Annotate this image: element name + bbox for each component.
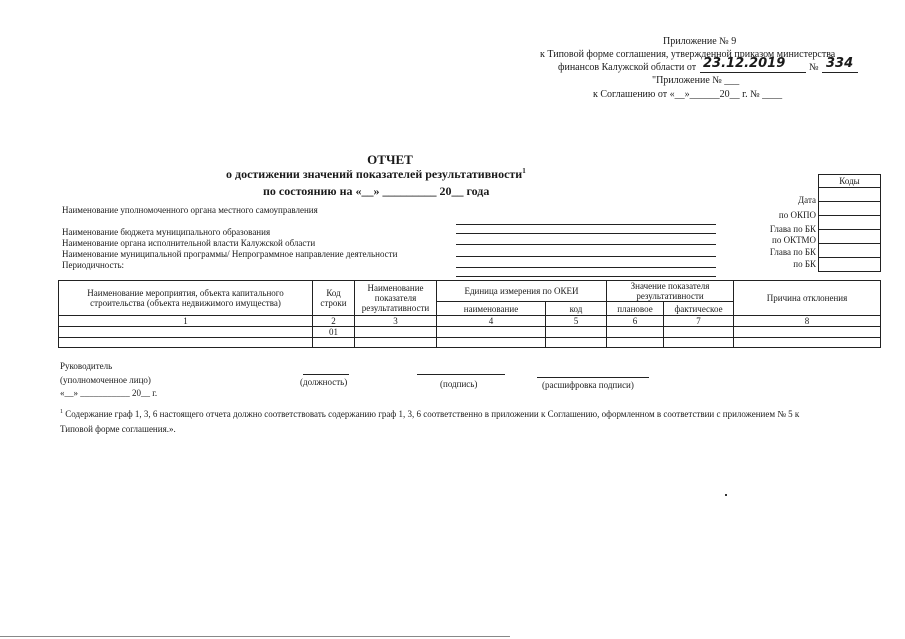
position-line [303,374,349,375]
cell-empty [546,338,607,348]
signature-head: Руководитель [60,361,113,371]
codes-table [818,174,881,272]
codes-cell-bk [819,258,881,272]
field-periodicity: Периодичность: [62,260,125,270]
cell-empty [437,338,546,348]
th-reason: Причина отклонения [734,281,881,316]
sign-line [417,374,505,375]
report-subtitle-text: о достижении значений показателей результативности [226,167,523,181]
codes-label-date: Дата [798,195,816,205]
col-num-2: 2 [313,316,355,327]
field-authorized-body: Наименование уполномоченного органа местного самоуправления [62,205,318,215]
cell-fact [664,327,734,338]
codes-label-okpo: по ОКПО [778,210,816,220]
cell-indicator [355,327,437,338]
appendix-number: Приложение № 9 [663,36,737,47]
agreement-appendix-line: "Приложение № ___ [652,75,740,86]
col-num-1: 1 [59,316,313,327]
report-title: ОТЧЕТ [367,152,413,167]
field-line-3 [456,244,716,245]
codes-label-glava-bk: Глава по БК [769,224,816,234]
appendix-reference: к Типовой форме соглашения, утвержденной приказом министерства [540,49,836,60]
indicators-table [58,280,881,348]
col-num-6: 6 [607,316,664,327]
codes-cell-okpo [819,202,881,216]
th-unit-code: код [546,302,607,316]
signature-sign: (подпись) [440,379,478,389]
cell-empty [313,338,355,348]
footnote-mark: 1 [60,409,63,415]
field-line-6 [456,276,716,277]
report-subtitle [226,167,526,182]
field-executive-body: Наименование органа исполнительной власти Калужской области [62,238,316,248]
cell-row-code: 01 [313,327,355,338]
codes-header: Коды [819,175,881,188]
codes-label-bk: по БК [793,259,816,269]
signature-position: (должность) [300,377,348,387]
footnote-line-2: Типовой форме соглашения.». [60,424,176,434]
date-underline [700,72,806,73]
col-num-5: 5 [546,316,607,327]
signature-date: «__» ___________ 20__ г. [60,388,158,398]
codes-label-glava-bk-2: Глава по БК [769,247,816,257]
field-line-1 [456,224,716,225]
cell-empty [355,338,437,348]
th-unit: Единица измерения по ОКЕИ [437,281,607,302]
field-line-2 [456,233,716,234]
codes-label-oktmo: по ОКТМО [772,235,816,245]
th-indicator: Наименование показателя результативности [355,281,437,316]
cell-event [59,327,313,338]
report-asof-date: по состоянию на «__» _________ 20__ года [263,184,490,198]
col-num-7: 7 [664,316,734,327]
cell-plan [607,327,664,338]
field-line-4 [456,256,716,257]
th-event: Наименование мероприятия, объекта капитального строительства (объекта недвижимого имущества) [59,281,313,316]
footnote-line-1: Содержание граф 1, 3, 6 настоящего отчета должно соответствовать содержанию граф 1, 3, 6 соответственно в приложении к Соглашению, оформленном в соответствии с приложением № 5 к [65,409,800,419]
cell-empty [734,338,881,348]
footnote-marker: 1 [522,167,526,175]
codes-cell-glava-bk-2 [819,244,881,258]
signature-decode: (расшифровка подписи) [542,380,634,390]
cell-empty [59,338,313,348]
th-fact: фактическое [664,302,734,316]
appendix-order-line: финансов Калужской области от [558,62,697,73]
number-underline [822,72,858,73]
col-num-3: 3 [355,316,437,327]
cell-empty [607,338,664,348]
th-row-code: Код строки [313,281,355,316]
th-value: Значение показателя результативности [607,281,734,302]
field-line-5 [456,267,716,268]
scan-edge-line [0,636,510,637]
th-unit-name: наименование [437,302,546,316]
footnote-text [60,409,799,419]
th-plan: плановое [607,302,664,316]
cell-reason [734,327,881,338]
field-budget-name: Наименование бюджета муниципального образования [62,227,271,237]
scan-speck [725,494,727,496]
field-program-name: Наименование муниципальной программы/ Непрограммное направление деятельности [62,249,398,259]
agreement-date-line: к Соглашению от «__»______20__ г. № ____ [593,89,783,100]
col-num-4: 4 [437,316,546,327]
handwritten-number: 334 [826,56,854,71]
handwritten-date: 23.12.2019 [703,56,786,71]
signature-authorized: (уполномоченное лицо) [60,375,151,385]
decode-line [537,377,649,378]
number-sign: № [809,62,819,73]
col-num-8: 8 [734,316,881,327]
codes-cell-date [819,188,881,202]
codes-cell-glava-bk [819,216,881,230]
cell-empty [664,338,734,348]
codes-cell-oktmo [819,230,881,244]
cell-unit-code [546,327,607,338]
cell-unit-name [437,327,546,338]
